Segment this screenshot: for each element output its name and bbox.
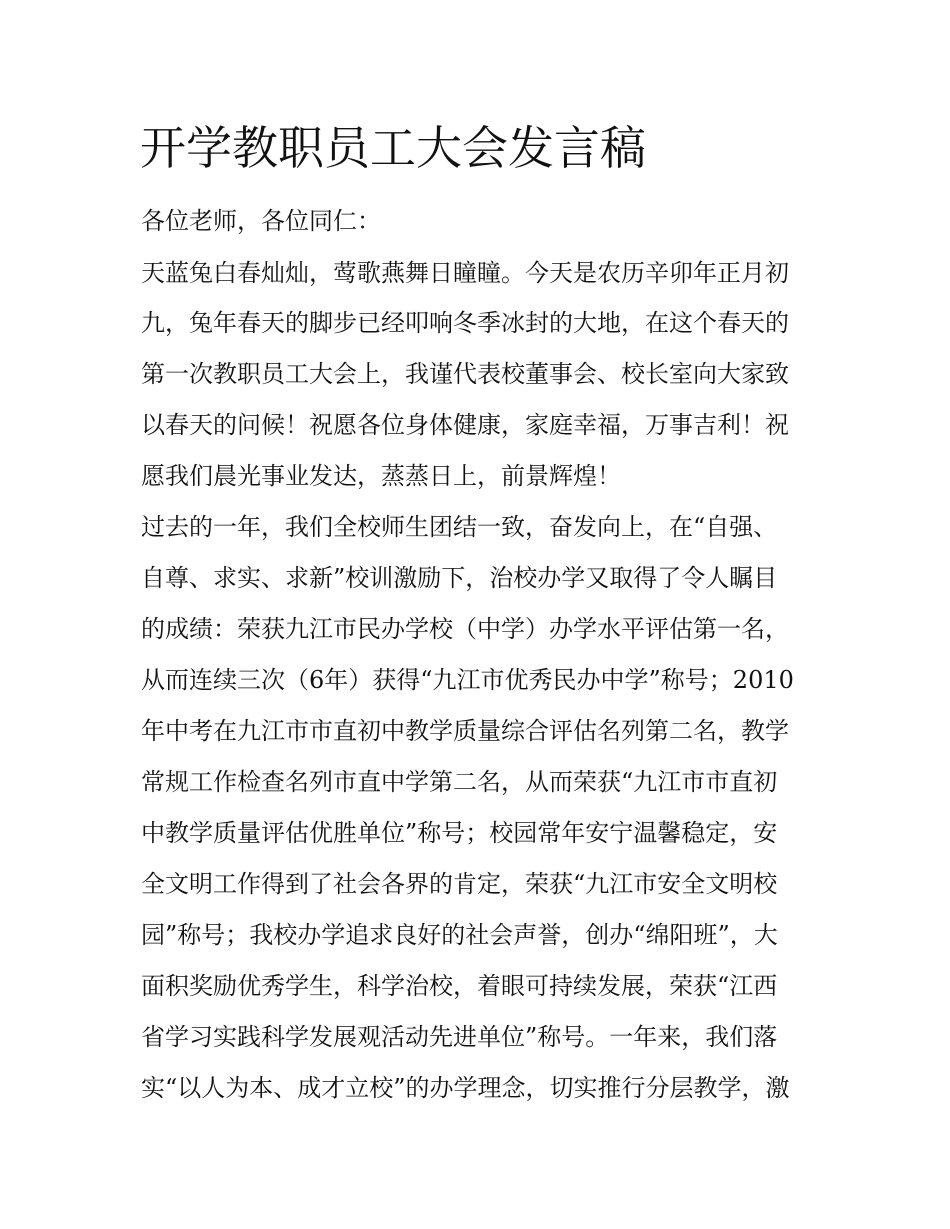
body-line: 实“以人为本、成才立校”的办学理念，切实推行分层教学，激 (141, 1074, 790, 1102)
body-line: 第一次教职员工大会上，我谨代表校董事会、校长室向大家致 (141, 360, 789, 388)
body-line: 全文明工作得到了社会各界的肯定，荣获“九江市安全文明校 (141, 870, 778, 898)
body-line: 从而连续三次（6年）获得“九江市优秀民办中学”称号；2010 (141, 666, 794, 694)
document-title: 开学教职员工大会发言稿 (140, 121, 646, 175)
body-line: 天蓝兔白春灿灿，莺歌燕舞日瞳瞳。今天是农历辛卯年正月初 (141, 259, 789, 287)
body-line: 常规工作检查名列市直中学第二名，从而荣获“九江市市直初 (141, 768, 778, 796)
body-line: 中教学质量评估优胜单位”称号；校园常年安宁温馨稳定，安 (141, 819, 778, 847)
body-line: 年中考在九江市市直初中教学质量综合评估名列第二名，教学 (141, 717, 789, 745)
body-line: 过去的一年，我们全校师生团结一致，奋发向上，在“自强、 (141, 513, 778, 541)
body-line: 园”称号；我校办学追求良好的社会声誉，创办“绵阳班”，大 (141, 921, 778, 949)
body-line: 的成绩：荣获九江市民办学校（中学）办学水平评估第一名， (141, 615, 789, 643)
body-line: 面积奖励优秀学生，科学治校，着眼可持续发展，荣获“江西 (141, 972, 778, 1000)
body-line: 自尊、求实、求新”校训激励下，治校办学又取得了令人瞩目 (141, 564, 778, 592)
body-line: 九，兔年春天的脚步已经叩响冬季冰封的大地，在这个春天的 (141, 309, 789, 337)
body-line: 以春天的问候！祝愿各位身体健康，家庭幸福，万事吉利！祝 (141, 411, 789, 439)
salutation-line: 各位老师，各位同仁： (141, 207, 381, 235)
body-line: 愿我们晨光事业发达，蒸蒸日上，前景辉煌！ (141, 462, 621, 490)
body-line: 省学习实践科学发展观活动先进单位”称号。一年来，我们落 (141, 1023, 778, 1051)
